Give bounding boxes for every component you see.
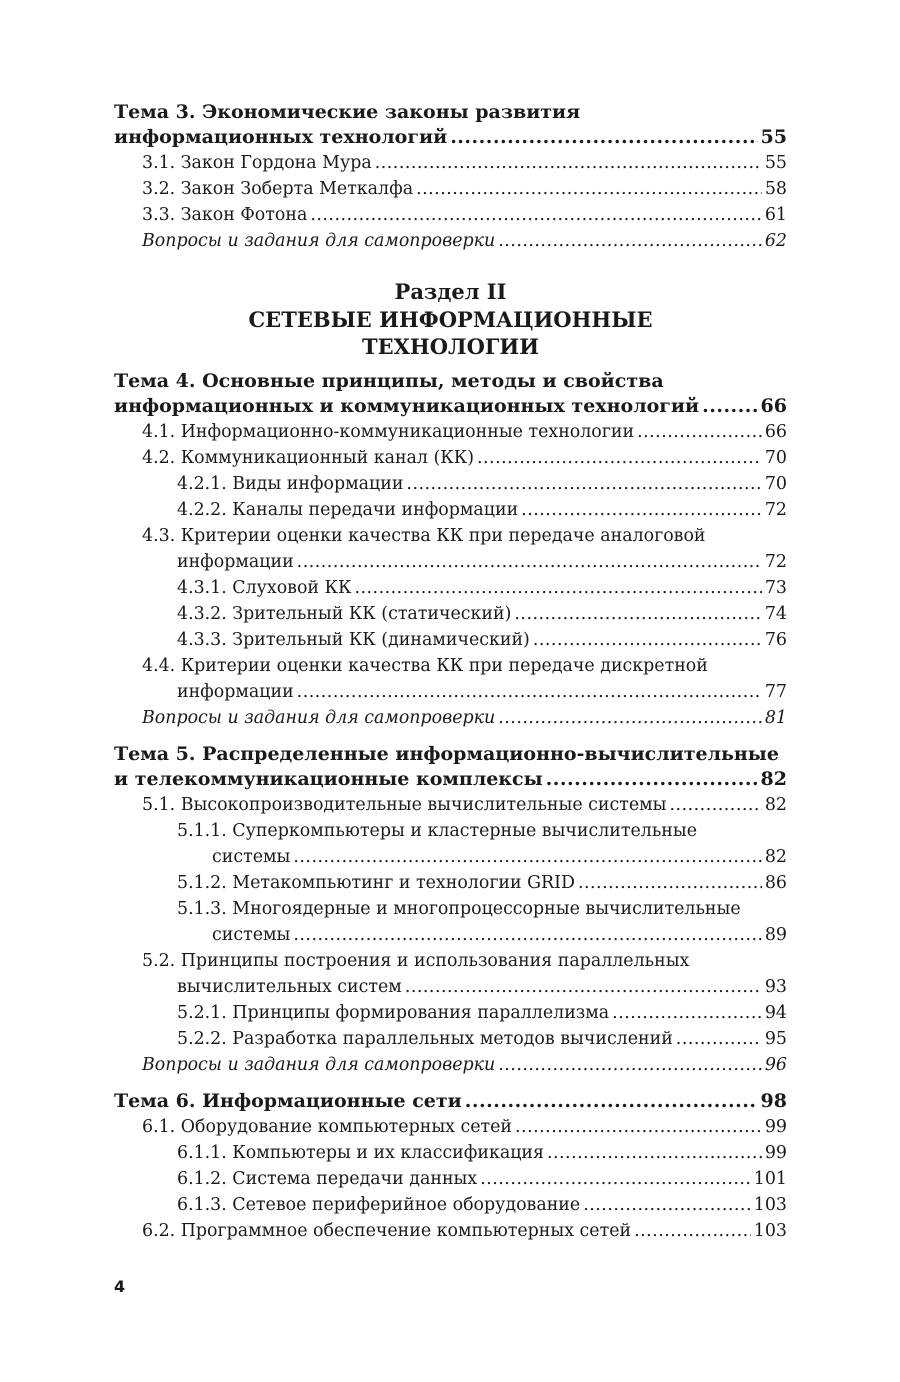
toc-entry-sub	[114, 575, 787, 601]
dot-leader	[297, 679, 762, 705]
toc-entry-page: 72	[764, 551, 787, 572]
toc-entry-row	[177, 575, 787, 601]
toc-entry-page: 58	[764, 179, 787, 199]
toc-entry-row	[142, 445, 787, 471]
toc-entry-row	[177, 1192, 787, 1218]
toc-entry-row	[177, 1140, 787, 1166]
toc-entry-label: 6.2. Программное обеспечение компьютерных сетей	[142, 1220, 632, 1241]
toc-entry-row	[142, 150, 787, 176]
toc-entry-row	[142, 176, 787, 202]
toc-entry-sub	[114, 1026, 787, 1052]
toc-entry-label: Вопросы и задания для самопроверки	[142, 1054, 496, 1075]
toc-entry-sec	[114, 1218, 787, 1244]
toc-entry-label: 3.3. Закон Фотона	[142, 205, 308, 225]
toc-entry-label: 6.1. Оборудование компьютерных сетей	[142, 1116, 513, 1137]
dot-leader	[450, 125, 757, 150]
dot-leader	[583, 1192, 751, 1218]
toc-entry-page: 55	[764, 153, 787, 173]
toc-entry-label: 6.1.3. Сетевое периферийное оборудование	[177, 1194, 581, 1215]
toc-entry-label: и телекоммуникационные комплексы	[114, 767, 543, 790]
dot-leader	[477, 445, 762, 471]
toc-entry-label: 6.1.1. Компьютеры и их классификация	[177, 1142, 544, 1163]
toc-entry-row	[142, 705, 787, 731]
toc-entry-page: 95	[764, 1028, 787, 1049]
dot-leader	[670, 792, 762, 818]
toc-entry-row	[114, 767, 787, 792]
toc-entry-sub	[114, 896, 787, 948]
toc-entry-row	[177, 1166, 787, 1192]
toc-entry-label: 5.1. Высокопроизводительные вычислительные системы	[142, 794, 667, 815]
toc-entry-page: 103	[753, 1220, 787, 1241]
toc-entry-label: информации	[177, 681, 294, 702]
toc-entry-row	[142, 1052, 787, 1078]
dot-leader	[310, 202, 762, 228]
toc-entry-row	[142, 792, 787, 818]
toc-entry-sub	[114, 1000, 787, 1026]
toc-entry-page: 96	[764, 1054, 787, 1075]
toc-entry-sub	[114, 818, 787, 870]
toc-entry-label: 3.2. Закон Зоберта Меткалфа	[142, 179, 414, 199]
toc-entry-label: информации	[177, 551, 294, 572]
toc-entry-label: 5.1.2. Метакомпьютинг и технологии GRID	[177, 872, 575, 893]
toc-entry-q	[114, 1052, 787, 1078]
toc-entry-page: 66	[760, 394, 787, 417]
toc-entry-row	[142, 228, 787, 254]
dot-leader	[498, 705, 762, 731]
toc-entry-page: 82	[760, 767, 787, 790]
toc-entry-page: 66	[764, 421, 787, 442]
toc-entry-page: 89	[764, 924, 787, 945]
dot-leader	[515, 1114, 762, 1140]
toc-entry-sub	[114, 471, 787, 497]
toc-entry-label: системы	[212, 846, 291, 867]
dot-leader	[465, 1089, 758, 1114]
dot-leader	[375, 150, 762, 176]
toc-entry-q	[114, 228, 787, 254]
toc-entry-page: 62	[764, 231, 787, 251]
toc-entry-label: информационных и коммуникационных технологий	[114, 394, 700, 417]
dot-leader	[533, 627, 762, 653]
toc-entry-line1: Тема 3. Экономические законы развития	[114, 101, 581, 123]
toc-entry-page: 101	[753, 1168, 787, 1189]
toc-entry-sec	[114, 202, 787, 228]
dot-leader	[634, 1218, 751, 1244]
toc-entry-page: 70	[764, 447, 787, 468]
toc-entry-sub	[114, 870, 787, 896]
toc-entry-page: 94	[764, 1002, 787, 1023]
toc-entry-label: 5.2.1. Принципы формирования параллелизма	[177, 1002, 610, 1023]
toc-entry-sec	[114, 653, 787, 705]
toc-entry-page: 55	[760, 126, 787, 148]
toc-entry-label: 3.1. Закон Гордона Мура	[142, 153, 372, 173]
toc-entry-page: 70	[764, 473, 787, 494]
toc-entry-page: 99	[764, 1142, 787, 1163]
toc-entry-row	[177, 627, 787, 653]
section-heading	[114, 278, 787, 361]
toc-entry-row	[177, 471, 787, 497]
toc-entry-sub	[114, 1192, 787, 1218]
toc-entry-line1: 5.1.1. Суперкомпьютеры и кластерные вычислительные	[177, 820, 698, 841]
toc-entry-line1: Тема 4. Основные принципы, методы и свойства	[114, 369, 664, 392]
dot-leader	[676, 1026, 762, 1052]
toc-entry-sec	[114, 445, 787, 471]
toc-entry-row	[177, 601, 787, 627]
dot-leader	[406, 471, 761, 497]
toc-entry-row	[177, 922, 787, 948]
toc-entry-sec	[114, 150, 787, 176]
toc-entry-page: 99	[764, 1116, 787, 1137]
toc-entry-topic	[114, 1089, 787, 1114]
toc-entry-sub	[114, 627, 787, 653]
dot-leader	[293, 844, 762, 870]
toc-entry-label: вычислительных систем	[177, 976, 402, 997]
section-heading-line: Раздел II	[394, 279, 507, 304]
toc-entry-page: 73	[764, 577, 787, 598]
section-heading-line: ТЕХНОЛОГИИ	[361, 334, 540, 359]
toc-entry-page: 61	[764, 205, 787, 225]
page-number: 4	[114, 1277, 126, 1296]
toc-entry-row	[114, 125, 787, 150]
dot-leader	[702, 394, 757, 419]
toc-entry-page: 74	[764, 603, 787, 624]
toc-entry-row	[142, 1218, 787, 1244]
toc-entry-sec	[114, 523, 787, 575]
toc-entry-row	[177, 1026, 787, 1052]
dot-leader	[498, 228, 762, 254]
toc-entry-row	[177, 1000, 787, 1026]
toc-entry-label: Тема 6. Информационные сети	[114, 1089, 462, 1112]
toc-entry-row	[142, 202, 787, 228]
toc-entry-label: 4.3.1. Слуховой КК	[177, 577, 352, 598]
toc-entry-sec	[114, 419, 787, 445]
toc-entry-label: Вопросы и задания для самопроверки	[142, 231, 496, 251]
toc-entry-sub	[114, 1166, 787, 1192]
dot-leader	[498, 1052, 762, 1078]
toc-entry-page: 77	[764, 681, 787, 702]
toc-entry-row	[142, 974, 787, 1000]
dot-leader	[293, 922, 762, 948]
toc-entry-line1: 4.4. Критерии оценки качества КК при передаче дискретной	[142, 655, 708, 676]
toc-entry-label: информационных технологий	[114, 126, 448, 148]
dot-leader	[578, 870, 762, 896]
toc-entry-label: 4.3.2. Зрительный КК (статический)	[177, 603, 512, 624]
toc-entry-page: 81	[764, 707, 787, 728]
toc-entry-sub	[114, 497, 787, 523]
toc-entry-label: 4.1. Информационно-коммуникационные технологии	[142, 421, 635, 442]
toc-entry-label: 4.2.1. Виды информации	[177, 473, 404, 494]
dot-leader	[405, 974, 762, 1000]
toc-entry-label: 4.3.3. Зрительный КК (динамический)	[177, 629, 530, 650]
dot-leader	[612, 1000, 762, 1026]
toc-entry-topic	[114, 742, 787, 792]
toc-entry-label: 6.1.2. Система передачи данных	[177, 1168, 478, 1189]
toc-entry-page: 103	[753, 1194, 787, 1215]
toc-entry-line1: 4.3. Критерии оценки качества КК при передаче аналоговой	[142, 525, 706, 546]
toc-entry-line1: Тема 5. Распределенные информационно-вычислительные	[114, 742, 779, 765]
toc-entry-page: 82	[764, 846, 787, 867]
toc-entry-row	[114, 394, 787, 419]
toc-entry-row	[142, 419, 787, 445]
toc-entry-sub	[114, 1140, 787, 1166]
toc-entry-page: 93	[764, 976, 787, 997]
toc-entry-topic	[114, 369, 787, 419]
toc-entry-sec	[114, 1114, 787, 1140]
toc-entry-q	[114, 705, 787, 731]
toc-entry-label: Вопросы и задания для самопроверки	[142, 707, 496, 728]
toc-entry-topic	[114, 100, 787, 150]
toc-entry-page: 76	[764, 629, 787, 650]
toc-entry-row	[142, 679, 787, 705]
toc-entry-page: 72	[764, 499, 787, 520]
toc-entry-sub	[114, 601, 787, 627]
toc-entry-label: 4.2. Коммуникационный канал (КК)	[142, 447, 474, 468]
toc-entry-row	[142, 1114, 787, 1140]
toc-entry-label: 5.2.2. Разработка параллельных методов вычислений	[177, 1028, 673, 1049]
toc-entry-row	[177, 844, 787, 870]
dot-leader	[546, 767, 758, 792]
dot-leader	[480, 1166, 751, 1192]
dot-leader	[514, 601, 761, 627]
toc-entry-row	[177, 497, 787, 523]
toc-entry-page: 82	[764, 794, 787, 815]
table-of-contents	[114, 100, 787, 1244]
dot-leader	[297, 549, 762, 575]
toc-entry-page: 98	[760, 1089, 787, 1112]
dot-leader	[416, 176, 762, 202]
toc-entry-label: 4.2.2. Каналы передачи информации	[177, 499, 519, 520]
toc-entry-label: системы	[212, 924, 291, 945]
dot-leader	[547, 1140, 762, 1166]
toc-entry-row	[114, 1089, 787, 1114]
section-heading-line: СЕТЕВЫЕ ИНФОРМАЦИОННЫЕ	[248, 306, 653, 332]
toc-entry-row	[177, 870, 787, 896]
toc-entry-line1: 5.1.3. Многоядерные и многопроцессорные вычислительные	[177, 898, 741, 919]
dot-leader	[637, 419, 762, 445]
toc-entry-sec	[114, 792, 787, 818]
toc-entry-sec	[114, 948, 787, 1000]
dot-leader	[354, 575, 761, 601]
dot-leader	[521, 497, 762, 523]
toc-entry-row	[142, 549, 787, 575]
toc-entry-sec	[114, 176, 787, 202]
toc-entry-line1: 5.2. Принципы построения и использования параллельных	[142, 950, 690, 971]
toc-entry-page: 86	[764, 872, 787, 893]
